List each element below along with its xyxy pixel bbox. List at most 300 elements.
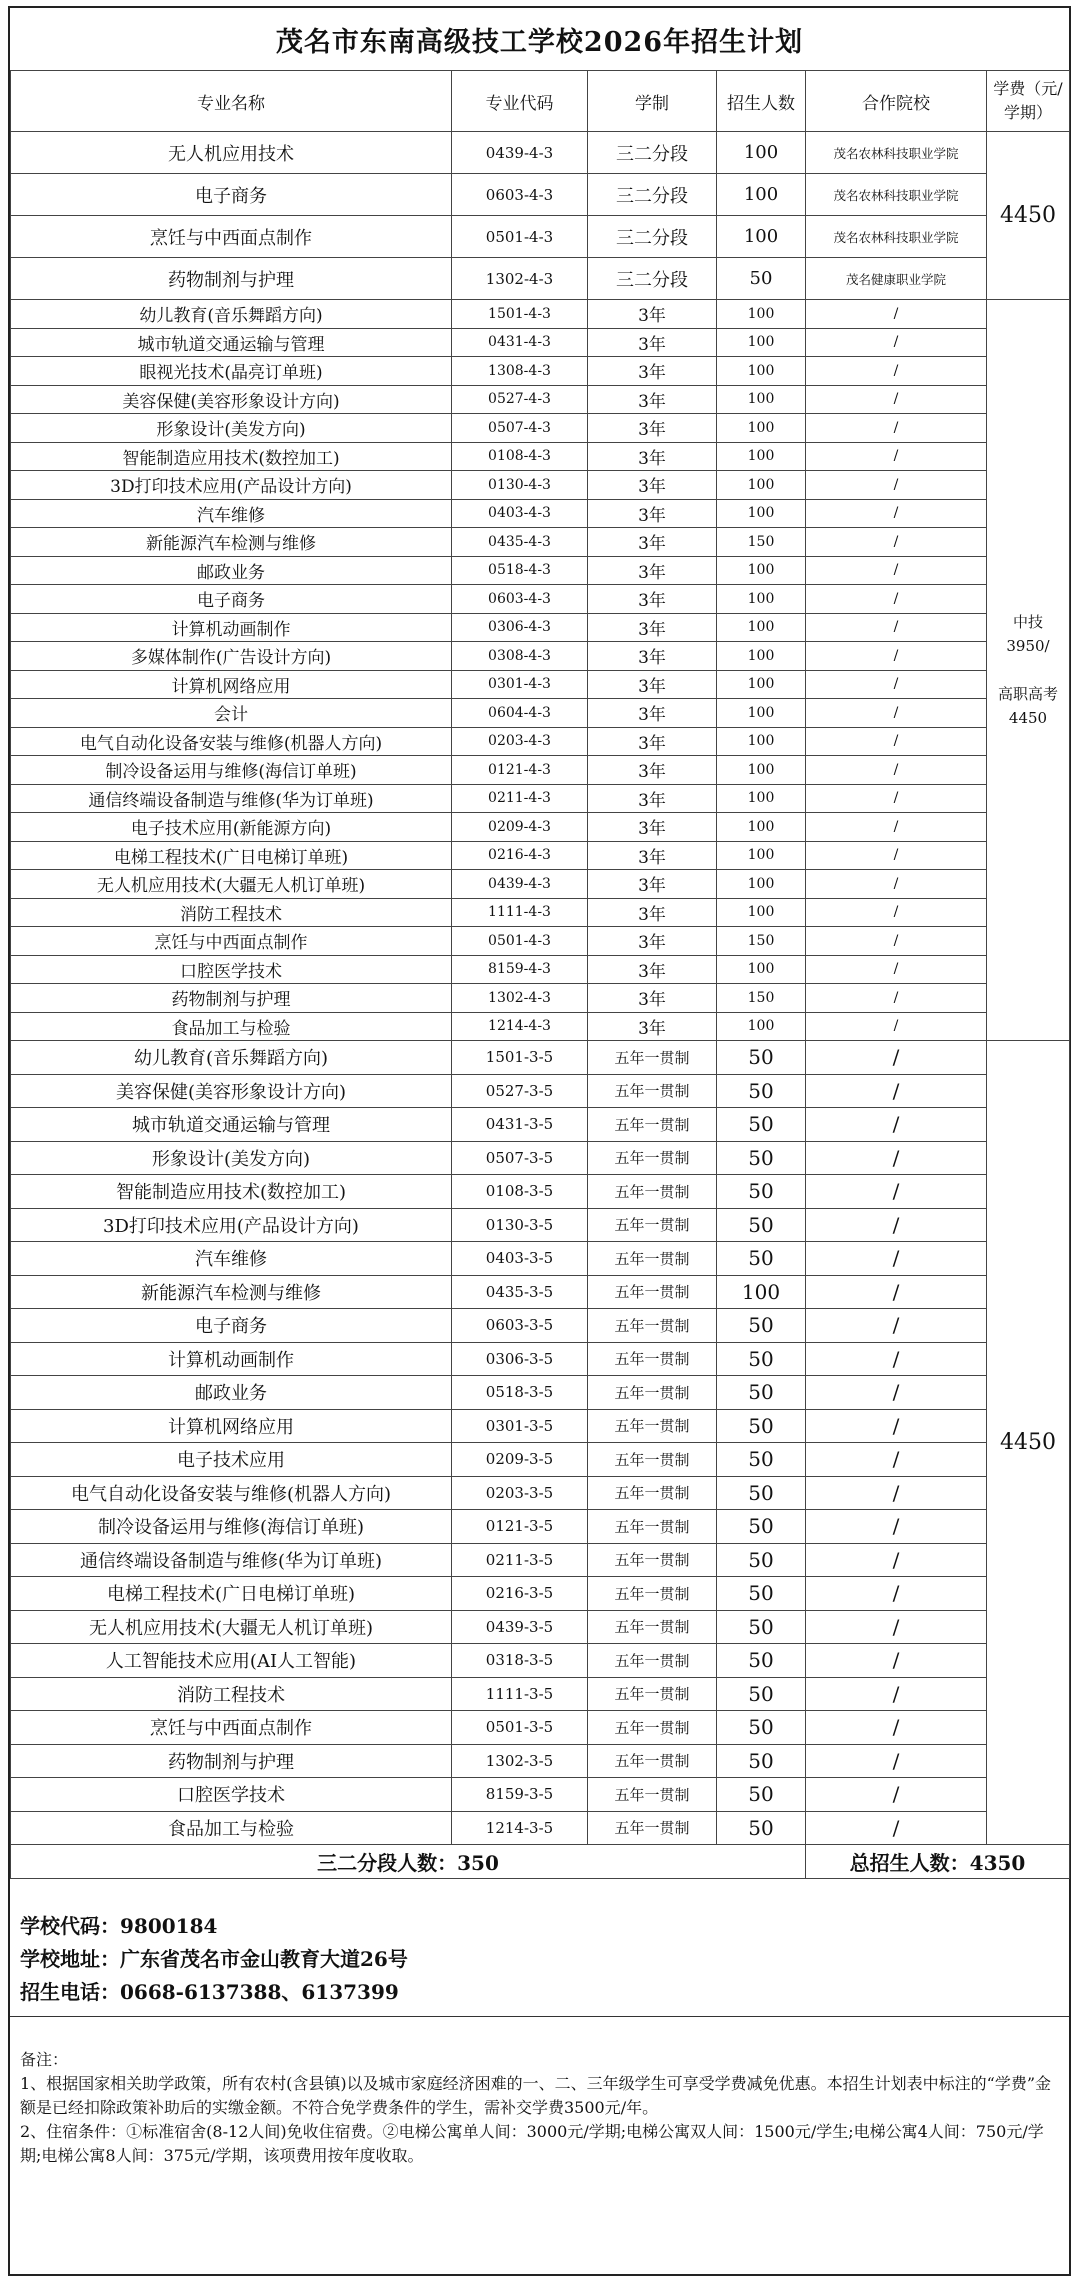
cell-coop: / — [806, 1443, 987, 1477]
cell-major: 3D打印技术应用(产品设计方向) — [11, 1208, 452, 1242]
cell-system: 3年 — [588, 727, 717, 756]
cell-coop: / — [806, 1744, 987, 1778]
cell-coop: / — [806, 1309, 987, 1343]
notes-line-1: 1、根据国家相关助学政策，所有农村(含县镇)以及城市家庭经济困难的一、二、三年级学生可享受学费减免优惠。本招生计划表中标注的“学费”金额是已经扣除政策补助后的实缴金额。不符合免学费条件的学生，需补交学费3500元/年。 — [20, 2074, 1052, 2117]
cell-coop: / — [806, 1108, 987, 1142]
header-system: 学制 — [588, 71, 717, 132]
cell-system: 3年 — [588, 699, 717, 728]
cell-code: 8159-3-5 — [452, 1778, 588, 1812]
cell-count: 100 — [717, 216, 806, 258]
cell-major: 电子商务 — [11, 1309, 452, 1343]
cell-major: 烹饪与中西面点制作 — [11, 1711, 452, 1745]
cell-major: 计算机网络应用 — [11, 670, 452, 699]
cell-system: 3年 — [588, 841, 717, 870]
table-row — [11, 499, 1070, 528]
cell-major: 城市轨道交通运输与管理 — [11, 328, 452, 357]
cell-coop: / — [806, 1543, 987, 1577]
header-count: 招生人数 — [717, 71, 806, 132]
cell-coop: / — [806, 385, 987, 414]
cell-count: 50 — [717, 1175, 806, 1209]
school-phone: 招生电话：0668-6137388、6137399 — [20, 1980, 399, 2004]
cell-major: 汽车维修 — [11, 499, 452, 528]
cell-major: 计算机网络应用 — [11, 1409, 452, 1443]
cell-count: 100 — [717, 784, 806, 813]
cell-system: 五年一贯制 — [588, 1610, 717, 1644]
table-row — [11, 1242, 1070, 1276]
cell-major: 美容保健(美容形象设计方向) — [11, 1074, 452, 1108]
cell-code: 1111-3-5 — [452, 1677, 588, 1711]
cell-major: 食品加工与检验 — [11, 1811, 452, 1845]
cell-count: 50 — [717, 1074, 806, 1108]
header-fee: 学费（元/学期） — [987, 71, 1070, 132]
cell-count: 100 — [717, 756, 806, 785]
cell-coop: / — [806, 756, 987, 785]
cell-major: 电子技术应用 — [11, 1443, 452, 1477]
cell-count: 50 — [717, 1141, 806, 1175]
table-row — [11, 1175, 1070, 1209]
cell-code: 0403-4-3 — [452, 499, 588, 528]
school-info — [10, 1901, 1069, 2017]
cell-count: 50 — [717, 1208, 806, 1242]
cell-code: 0209-4-3 — [452, 813, 588, 842]
cell-major: 通信终端设备制造与维修(华为订单班) — [11, 784, 452, 813]
table-row — [11, 1074, 1070, 1108]
cell-coop: 茂名农林科技职业学院 — [806, 132, 987, 174]
cell-count: 100 — [717, 174, 806, 216]
cell-coop: / — [806, 300, 987, 329]
cell-coop: / — [806, 1510, 987, 1544]
cell-count: 100 — [717, 328, 806, 357]
table-header-row — [11, 71, 1070, 132]
table-row — [11, 1275, 1070, 1309]
cell-major: 电梯工程技术(广日电梯订单班) — [11, 841, 452, 870]
cell-system: 3年 — [588, 499, 717, 528]
cell-count: 50 — [717, 1778, 806, 1812]
cell-code: 0203-4-3 — [452, 727, 588, 756]
cell-code: 1214-4-3 — [452, 1012, 588, 1041]
cell-system: 3年 — [588, 385, 717, 414]
cell-system: 五年一贯制 — [588, 1711, 717, 1745]
cell-major: 药物制剂与护理 — [11, 1744, 452, 1778]
cell-code: 0603-4-3 — [452, 174, 588, 216]
cell-count: 100 — [717, 414, 806, 443]
cell-system: 五年一贯制 — [588, 1342, 717, 1376]
cell-system: 五年一贯制 — [588, 1443, 717, 1477]
cell-count: 100 — [717, 132, 806, 174]
cell-major: 无人机应用技术(大疆无人机订单班) — [11, 870, 452, 899]
table-body — [11, 132, 1070, 1845]
cell-system: 3年 — [588, 955, 717, 984]
cell-major: 形象设计(美发方向) — [11, 1141, 452, 1175]
cell-system: 五年一贯制 — [588, 1644, 717, 1678]
cell-code: 0108-4-3 — [452, 442, 588, 471]
cell-coop: / — [806, 1012, 987, 1041]
cell-count: 100 — [717, 385, 806, 414]
cell-system: 3年 — [588, 414, 717, 443]
table-row — [11, 984, 1070, 1013]
cell-major: 无人机应用技术 — [11, 132, 452, 174]
cell-major: 幼儿教育(音乐舞蹈方向) — [11, 300, 452, 329]
table-row — [11, 216, 1070, 258]
table-row — [11, 300, 1070, 329]
table-row — [11, 442, 1070, 471]
cell-system: 三二分段 — [588, 216, 717, 258]
notes — [20, 2048, 1055, 2168]
cell-coop: / — [806, 813, 987, 842]
cell-code: 0435-4-3 — [452, 528, 588, 557]
cell-code: 0403-3-5 — [452, 1242, 588, 1276]
cell-system: 3年 — [588, 1012, 717, 1041]
cell-code: 0211-3-5 — [452, 1543, 588, 1577]
cell-system: 五年一贯制 — [588, 1376, 717, 1410]
cell-code: 1111-4-3 — [452, 898, 588, 927]
cell-major: 无人机应用技术(大疆无人机订单班) — [11, 1610, 452, 1644]
cell-system: 3年 — [588, 357, 717, 386]
cell-code: 0306-3-5 — [452, 1342, 588, 1376]
school-address: 学校地址：广东省茂名市金山教育大道26号 — [20, 1947, 408, 1971]
summary-row — [11, 1845, 1070, 1879]
cell-code: 0301-3-5 — [452, 1409, 588, 1443]
cell-code: 1214-3-5 — [452, 1811, 588, 1845]
cell-code: 0439-4-3 — [452, 870, 588, 899]
cell-major: 计算机动画制作 — [11, 613, 452, 642]
table-row — [11, 927, 1070, 956]
cell-count: 50 — [717, 1711, 806, 1745]
cell-system: 3年 — [588, 328, 717, 357]
cell-code: 0216-4-3 — [452, 841, 588, 870]
cell-coop: / — [806, 727, 987, 756]
table-row — [11, 258, 1070, 300]
cell-count: 100 — [717, 471, 806, 500]
cell-system: 五年一贯制 — [588, 1510, 717, 1544]
table-row — [11, 756, 1070, 785]
table-row — [11, 1141, 1070, 1175]
cell-count: 100 — [717, 357, 806, 386]
cell-coop: / — [806, 870, 987, 899]
cell-major: 电梯工程技术(广日电梯订单班) — [11, 1577, 452, 1611]
cell-count: 100 — [717, 300, 806, 329]
cell-system: 五年一贯制 — [588, 1275, 717, 1309]
cell-major: 药物制剂与护理 — [11, 258, 452, 300]
cell-coop: / — [806, 1409, 987, 1443]
cell-count: 100 — [717, 585, 806, 614]
cell-system: 3年 — [588, 585, 717, 614]
cell-code: 0501-4-3 — [452, 216, 588, 258]
table-row — [11, 1711, 1070, 1745]
cell-coop: / — [806, 1141, 987, 1175]
cell-major: 口腔医学技术 — [11, 1778, 452, 1812]
cell-coop: / — [806, 613, 987, 642]
cell-coop: 茂名健康职业学院 — [806, 258, 987, 300]
cell-system: 五年一贯制 — [588, 1175, 717, 1209]
cell-code: 0507-4-3 — [452, 414, 588, 443]
table-row — [11, 1677, 1070, 1711]
cell-count: 100 — [717, 613, 806, 642]
cell-coop: / — [806, 927, 987, 956]
table-row — [11, 385, 1070, 414]
cell-system: 3年 — [588, 442, 717, 471]
cell-code: 0501-3-5 — [452, 1711, 588, 1745]
summary-total-count: 总招生人数：4350 — [806, 1845, 1070, 1879]
table-row — [11, 670, 1070, 699]
table-row — [11, 813, 1070, 842]
cell-system: 3年 — [588, 613, 717, 642]
table-row — [11, 556, 1070, 585]
cell-coop: / — [806, 357, 987, 386]
cell-code: 0308-4-3 — [452, 642, 588, 671]
cell-count: 50 — [717, 1376, 806, 1410]
table-row — [11, 1476, 1070, 1510]
cell-system: 五年一贯制 — [588, 1677, 717, 1711]
cell-coop: / — [806, 784, 987, 813]
cell-coop: / — [806, 1677, 987, 1711]
cell-coop: / — [806, 328, 987, 357]
cell-code: 0318-3-5 — [452, 1644, 588, 1678]
cell-coop: / — [806, 1041, 987, 1075]
summary-32-count: 三二分段人数：350 — [11, 1845, 806, 1879]
table-row — [11, 1510, 1070, 1544]
cell-count: 50 — [717, 1409, 806, 1443]
cell-system: 五年一贯制 — [588, 1476, 717, 1510]
cell-code: 0518-4-3 — [452, 556, 588, 585]
header-coop: 合作院校 — [806, 71, 987, 132]
cell-code: 0306-4-3 — [452, 613, 588, 642]
table-row — [11, 132, 1070, 174]
table-row — [11, 1376, 1070, 1410]
cell-code: 0431-3-5 — [452, 1108, 588, 1142]
cell-count: 50 — [717, 1811, 806, 1845]
table-row — [11, 1012, 1070, 1041]
cell-count: 150 — [717, 528, 806, 557]
cell-coop: / — [806, 1476, 987, 1510]
cell-code: 0604-4-3 — [452, 699, 588, 728]
cell-major: 邮政业务 — [11, 1376, 452, 1410]
cell-code: 0501-4-3 — [452, 927, 588, 956]
cell-major: 电子商务 — [11, 174, 452, 216]
enrollment-plan-sheet — [8, 6, 1071, 2276]
cell-system: 3年 — [588, 984, 717, 1013]
cell-code: 0518-3-5 — [452, 1376, 588, 1410]
cell-coop: 茂名农林科技职业学院 — [806, 174, 987, 216]
cell-coop: / — [806, 1376, 987, 1410]
cell-system: 3年 — [588, 670, 717, 699]
cell-count: 100 — [717, 442, 806, 471]
cell-system: 五年一贯制 — [588, 1543, 717, 1577]
table-row — [11, 328, 1070, 357]
table-row — [11, 955, 1070, 984]
cell-system: 五年一贯制 — [588, 1778, 717, 1812]
cell-code: 1302-3-5 — [452, 1744, 588, 1778]
fee-value: 4450 — [1000, 203, 1056, 228]
table-row — [11, 414, 1070, 443]
cell-count: 50 — [717, 1543, 806, 1577]
cell-major: 眼视光技术(晶亮订单班) — [11, 357, 452, 386]
cell-major: 消防工程技术 — [11, 1677, 452, 1711]
cell-major: 烹饪与中西面点制作 — [11, 216, 452, 258]
cell-coop: / — [806, 1811, 987, 1845]
cell-major: 城市轨道交通运输与管理 — [11, 1108, 452, 1142]
cell-code: 8159-4-3 — [452, 955, 588, 984]
cell-count: 100 — [717, 955, 806, 984]
cell-system: 3年 — [588, 813, 717, 842]
cell-system: 五年一贯制 — [588, 1577, 717, 1611]
cell-coop: 茂名农林科技职业学院 — [806, 216, 987, 258]
cell-system: 3年 — [588, 471, 717, 500]
cell-coop: / — [806, 414, 987, 443]
cell-code: 1501-3-5 — [452, 1041, 588, 1075]
table-row — [11, 1208, 1070, 1242]
cell-system: 三二分段 — [588, 258, 717, 300]
table-row — [11, 1409, 1070, 1443]
cell-system: 五年一贯制 — [588, 1744, 717, 1778]
cell-major: 电子商务 — [11, 585, 452, 614]
cell-system: 五年一贯制 — [588, 1108, 717, 1142]
table-row — [11, 471, 1070, 500]
cell-system: 五年一贯制 — [588, 1141, 717, 1175]
cell-major: 汽车维修 — [11, 1242, 452, 1276]
cell-coop: / — [806, 955, 987, 984]
cell-coop: / — [806, 1275, 987, 1309]
cell-code: 0431-4-3 — [452, 328, 588, 357]
fee-value: 4450 — [1008, 709, 1048, 727]
cell-coop: / — [806, 1342, 987, 1376]
table-row — [11, 585, 1070, 614]
table-row — [11, 1041, 1070, 1075]
table-row — [11, 898, 1070, 927]
cell-coop: / — [806, 642, 987, 671]
cell-major: 美容保健(美容形象设计方向) — [11, 385, 452, 414]
cell-system: 3年 — [588, 784, 717, 813]
cell-code: 0209-3-5 — [452, 1443, 588, 1477]
cell-count: 50 — [717, 1577, 806, 1611]
cell-major: 口腔医学技术 — [11, 955, 452, 984]
cell-count: 150 — [717, 984, 806, 1013]
fee-cell-group1 — [987, 132, 1070, 300]
table-row — [11, 1811, 1070, 1845]
cell-code: 1308-4-3 — [452, 357, 588, 386]
cell-code: 0603-4-3 — [452, 585, 588, 614]
cell-coop: / — [806, 528, 987, 557]
cell-code: 1302-4-3 — [452, 984, 588, 1013]
header-major: 专业名称 — [11, 71, 452, 132]
cell-coop: / — [806, 1175, 987, 1209]
cell-coop: / — [806, 984, 987, 1013]
cell-major: 药物制剂与护理 — [11, 984, 452, 1013]
cell-code: 1501-4-3 — [452, 300, 588, 329]
table-row — [11, 699, 1070, 728]
cell-system: 五年一贯制 — [588, 1242, 717, 1276]
cell-code: 0527-3-5 — [452, 1074, 588, 1108]
cell-major: 电气自动化设备安装与维修(机器人方向) — [11, 727, 452, 756]
cell-system: 五年一贯制 — [588, 1309, 717, 1343]
cell-major: 3D打印技术应用(产品设计方向) — [11, 471, 452, 500]
cell-count: 100 — [717, 727, 806, 756]
cell-coop: / — [806, 1644, 987, 1678]
table-row — [11, 870, 1070, 899]
cell-coop: / — [806, 841, 987, 870]
cell-count: 100 — [717, 813, 806, 842]
header-code: 专业代码 — [452, 71, 588, 132]
cell-major: 新能源汽车检测与维修 — [11, 1275, 452, 1309]
cell-system: 3年 — [588, 927, 717, 956]
cell-code: 0130-3-5 — [452, 1208, 588, 1242]
cell-system: 五年一贯制 — [588, 1208, 717, 1242]
cell-code: 0527-4-3 — [452, 385, 588, 414]
cell-coop: / — [806, 499, 987, 528]
cell-system: 五年一贯制 — [588, 1074, 717, 1108]
cell-count: 50 — [717, 1309, 806, 1343]
cell-count: 100 — [717, 556, 806, 585]
cell-system: 3年 — [588, 756, 717, 785]
cell-major: 智能制造应用技术(数控加工) — [11, 442, 452, 471]
cell-major: 会计 — [11, 699, 452, 728]
cell-count: 50 — [717, 1744, 806, 1778]
table-row — [11, 642, 1070, 671]
cell-count: 100 — [717, 699, 806, 728]
table-row — [11, 841, 1070, 870]
cell-coop: / — [806, 442, 987, 471]
cell-major: 智能制造应用技术(数控加工) — [11, 1175, 452, 1209]
cell-coop: / — [806, 1711, 987, 1745]
cell-major: 邮政业务 — [11, 556, 452, 585]
cell-code: 1302-4-3 — [452, 258, 588, 300]
table-row — [11, 1644, 1070, 1678]
cell-count: 100 — [717, 841, 806, 870]
cell-system: 五年一贯制 — [588, 1811, 717, 1845]
table-row — [11, 727, 1070, 756]
cell-major: 新能源汽车检测与维修 — [11, 528, 452, 557]
cell-system: 3年 — [588, 528, 717, 557]
cell-system: 3年 — [588, 642, 717, 671]
cell-count: 100 — [717, 1275, 806, 1309]
cell-system: 3年 — [588, 870, 717, 899]
table-row — [11, 1342, 1070, 1376]
cell-count: 50 — [717, 1242, 806, 1276]
cell-count: 100 — [717, 898, 806, 927]
cell-code: 0603-3-5 — [452, 1309, 588, 1343]
table-row — [11, 1543, 1070, 1577]
enrollment-table — [10, 70, 1070, 1879]
table-row — [11, 1778, 1070, 1812]
cell-coop: / — [806, 670, 987, 699]
cell-count: 50 — [717, 258, 806, 300]
table-row — [11, 528, 1070, 557]
fee-value: 4450 — [1000, 1430, 1056, 1455]
cell-system: 三二分段 — [588, 132, 717, 174]
cell-coop: / — [806, 1242, 987, 1276]
cell-coop: / — [806, 1577, 987, 1611]
table-row — [11, 1577, 1070, 1611]
cell-major: 电气自动化设备安装与维修(机器人方向) — [11, 1476, 452, 1510]
cell-major: 制冷设备运用与维修(海信订单班) — [11, 1510, 452, 1544]
cell-code: 0108-3-5 — [452, 1175, 588, 1209]
table-row — [11, 1610, 1070, 1644]
cell-count: 50 — [717, 1476, 806, 1510]
cell-major: 食品加工与检验 — [11, 1012, 452, 1041]
cell-count: 100 — [717, 1012, 806, 1041]
cell-coop: / — [806, 556, 987, 585]
cell-coop: / — [806, 585, 987, 614]
cell-count: 150 — [717, 927, 806, 956]
cell-count: 50 — [717, 1342, 806, 1376]
cell-system: 3年 — [588, 898, 717, 927]
cell-coop: / — [806, 1074, 987, 1108]
cell-count: 50 — [717, 1610, 806, 1644]
cell-code: 0130-4-3 — [452, 471, 588, 500]
cell-count: 100 — [717, 499, 806, 528]
table-row — [11, 1443, 1070, 1477]
cell-code: 0121-3-5 — [452, 1510, 588, 1544]
